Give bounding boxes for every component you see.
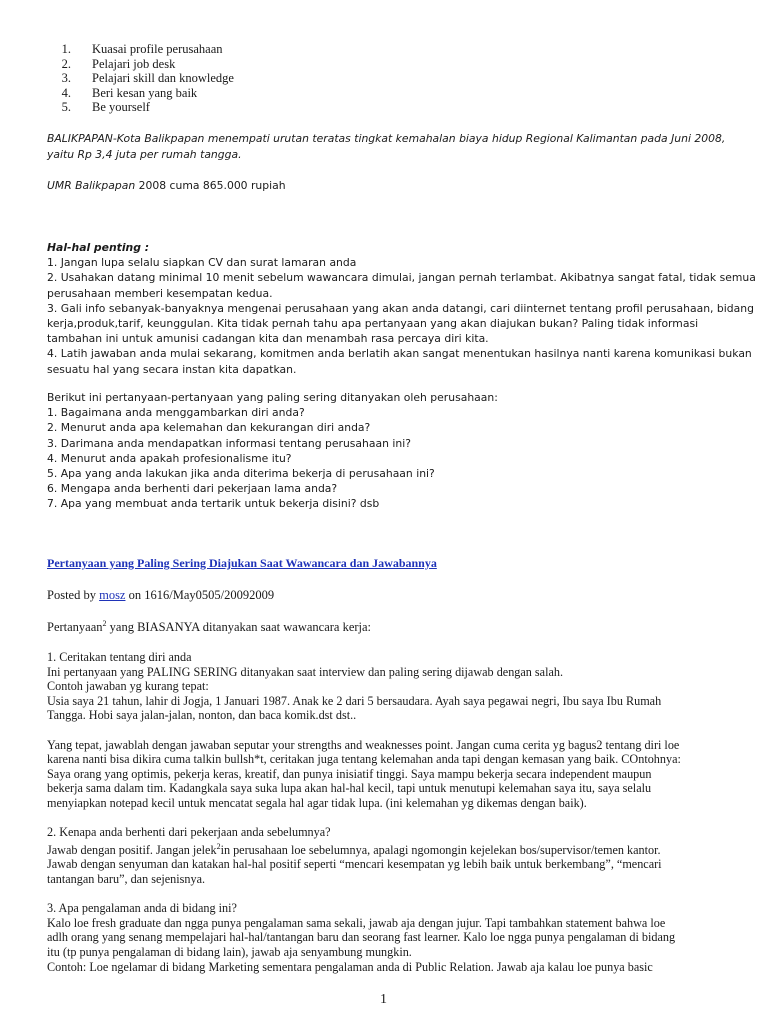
tip-line: sesuatu hal yang secara instan kita dapatkan.: [47, 362, 297, 376]
q3-lines: [47, 916, 759, 974]
body-line: Contoh: Loe ngelamar di bidang Marketing sementara pengalaman anda di Public Relation. Jawab aja kalau loe punya basic: [47, 959, 653, 974]
q1-lines: [47, 665, 759, 723]
questions-section: [47, 390, 747, 512]
body-line: karena nanti bisa dikira cuma talkin bullsh*t, ceritakan juga tentang kelemahan anda tapi dengan kemasan yang baik. COntohnya:: [47, 752, 681, 767]
list-item: [47, 71, 234, 86]
pertanyaan-sup: 2: [102, 619, 107, 628]
list-item-number: 3.: [61, 71, 71, 86]
tip-line: 1. Jangan lupa selalu siapkan CV dan surat lamaran anda: [47, 256, 357, 270]
numbered-list: [47, 42, 234, 115]
tip-line: 3. Gali info sebanyak-banyaknya mengenai perusahaan yang akan anda datangi, cari diinternet tentang profil perusahaan, bidang: [47, 301, 754, 315]
question-line: 6. Mengapa anda berhenti dari pekerjaan lama anda?: [47, 482, 338, 496]
list-item-number: 1.: [61, 42, 71, 56]
q1-title: 1. Ceritakan tentang diri anda: [47, 650, 192, 664]
body-line: Kalo loe fresh graduate dan ngga punya pengalaman sama sekali, jawab aja dengan jujur. Tapi tambahkan statement bahwa loe: [47, 915, 666, 930]
tip-line: perusahaan memberi kesempatan kedua.: [47, 286, 273, 300]
body-line: Tangga. Hobi saya jalan-jalan, nonton, dan baca komik.dst dst..: [47, 708, 357, 723]
list-item-text: Pelajari skill dan knowledge: [92, 71, 234, 86]
list-item-text: Beri kesan yang baik: [92, 85, 198, 100]
question-lines: [47, 405, 747, 511]
list-item-number: 2.: [61, 56, 71, 71]
article-body: [47, 650, 759, 974]
question-line: 1. Bagaimana anda menggambarkan diri anda?: [47, 406, 305, 420]
tip-line: tambahan ini untuk amunisi cadangan kita dan menambah rasa percaya diri kita.: [47, 332, 489, 346]
question-line: 7. Apa yang membuat anda tertarik untuk bekerja disini? dsb: [47, 497, 380, 511]
question-line: 3. Darimana anda mendapatkan informasi tentang perusahaan ini?: [47, 436, 411, 450]
body-line: menyiapkan notepad kecil untuk mencatat segala hal agar tidak lupa. (ini kelemahan yg dikemas dengan baik).: [47, 795, 587, 810]
author-link[interactable]: mosz: [99, 588, 126, 602]
umr-value: 2008 cuma 865.000 rupiah: [135, 179, 286, 192]
body-line: Usia saya 21 tahun, lahir di Jogja, 1 Januari 1987. Anak ke 2 dari 5 bersaudara. Ayah saya pegawai negri, Ibu saya Ibu Rumah: [47, 693, 662, 708]
q2-line-1-rest: in perusahaan loe sebelumnya, apalagi ngomongin kejelekan bos/supervisor/temen kantor.: [220, 842, 661, 857]
list-item-text: Pelajari job desk: [92, 56, 176, 71]
body-line: itu (tp punya pengalaman di bidang lain), jawab aja senyambung mungkin.: [47, 944, 412, 959]
body-line: Ini pertanyaan yang PALING SERING ditanyakan saat interview dan paling sering dijawab dengan salah.: [47, 664, 564, 679]
intro-paragraph: [47, 131, 747, 163]
tips-section: [47, 240, 757, 377]
umr-label: UMR Balikpapan: [47, 179, 136, 192]
tip-line: 2. Usahakan datang minimal 10 menit sebelum wawancara dimulai, jangan pernah terlambat. Akibatnya sangat fatal, tidak semua: [47, 271, 756, 285]
question-line: 2. Menurut anda apa kelemahan dan kekurangan diri anda?: [47, 421, 371, 435]
body-line: Jawab dengan senyuman dan katakan hal-hal positif seperti “mencari kesempatan yg lebih baik untuk berkembang”, “mencari: [47, 857, 662, 872]
question-line: 5. Apa yang anda lakukan jika anda diterima bekerja di perusahaan ini?: [47, 467, 435, 481]
q2-title: 2. Kenapa anda berhenti dari pekerjaan anda sebelumnya?: [47, 825, 331, 840]
body-line: adlh orang yang senang mempelajari hal-hal/tantangan baru dan seorang fast learner. Kalo loe ngga punya pengalaman di bidang: [47, 930, 676, 945]
body-line: tantangan baru”, dan sejenisnya.: [47, 871, 206, 886]
q2-line-1-prefix: Jawab dengan positif. Jangan jelek: [47, 842, 217, 857]
intro-line-1: BALIKPAPAN-Kota Balikpapan menempati urutan teratas tingkat kemahalan biaya hidup Regional Kalimantan pada Juni 2008,: [47, 132, 726, 145]
body-line: bekerja sama dalam tim. Kadangkala saya suka lupa akan hal-hal kecil, tapi untuk menutupi kelemahan saya itu, saya selalu: [47, 781, 652, 796]
intro-line-2: yaitu Rp 3,4 juta per rumah tangga.: [47, 148, 242, 161]
posted-prefix: Posted by: [47, 588, 100, 602]
question-line: 4. Menurut anda apakah profesionalisme itu?: [47, 451, 292, 465]
pertanyaan-intro: [47, 619, 371, 635]
article-title-link[interactable]: Pertanyaan yang Paling Sering Diajukan Saat Wawancara dan Jawabannya: [47, 556, 437, 570]
q1-answer: [47, 738, 759, 811]
q2-line-1-sup: 2: [216, 841, 221, 851]
list-item-number: 4.: [61, 85, 71, 100]
list-item: [47, 57, 234, 72]
posted-date: on 1616/May0505/20092009: [125, 588, 275, 602]
tips-lines: [47, 255, 757, 377]
list-item-number: 5.: [61, 100, 71, 115]
list-item: [47, 42, 234, 57]
tip-line: 4. Latih jawaban anda mulai sekarang, komitmen anda berlatih akan sangat menentukan hasilnya nanti karena komunikasi bukan: [47, 347, 752, 361]
tips-heading: Hal-hal penting :: [47, 241, 150, 254]
list-item-text: Kuasai profile perusahaan: [92, 42, 223, 56]
body-line: Saya orang yang optimis, pekerja keras, kreatif, dan punya inisiatif tinggi. Saya mampu bekerja secara independent maupun: [47, 766, 652, 781]
q2-line-1: [47, 840, 759, 858]
questions-intro: Berikut ini pertanyaan-pertanyaan yang paling sering ditanyakan oleh perusahaan:: [47, 391, 498, 404]
q3-title: 3. Apa pengalaman anda di bidang ini?: [47, 901, 237, 916]
posted-by-line: [47, 588, 274, 603]
page-number: 1: [380, 992, 387, 1007]
pertanyaan-rest: yang BIASANYA ditanyakan saat wawancara kerja:: [106, 620, 372, 635]
pertanyaan-word: Pertanyaan: [47, 620, 103, 635]
body-line: Contoh jawaban yg kurang tepat:: [47, 679, 209, 694]
q2-lines: [47, 857, 759, 886]
umr-line: [47, 178, 286, 194]
body-line: Yang tepat, jawablah dengan jawaban seputar your strengths and weaknesses point. Jangan cuma cerita yg bagus2 tentang diri loe: [47, 737, 680, 752]
list-item: [47, 100, 234, 115]
tip-line: kerja,produk,tarif, keunggulan. Kita tidak pernah tahu apa pertanyaan yang akan diajukan bukan? Paling tidak informasi: [47, 317, 699, 331]
list-item: [47, 86, 234, 101]
list-item-text: Be yourself: [92, 100, 150, 115]
